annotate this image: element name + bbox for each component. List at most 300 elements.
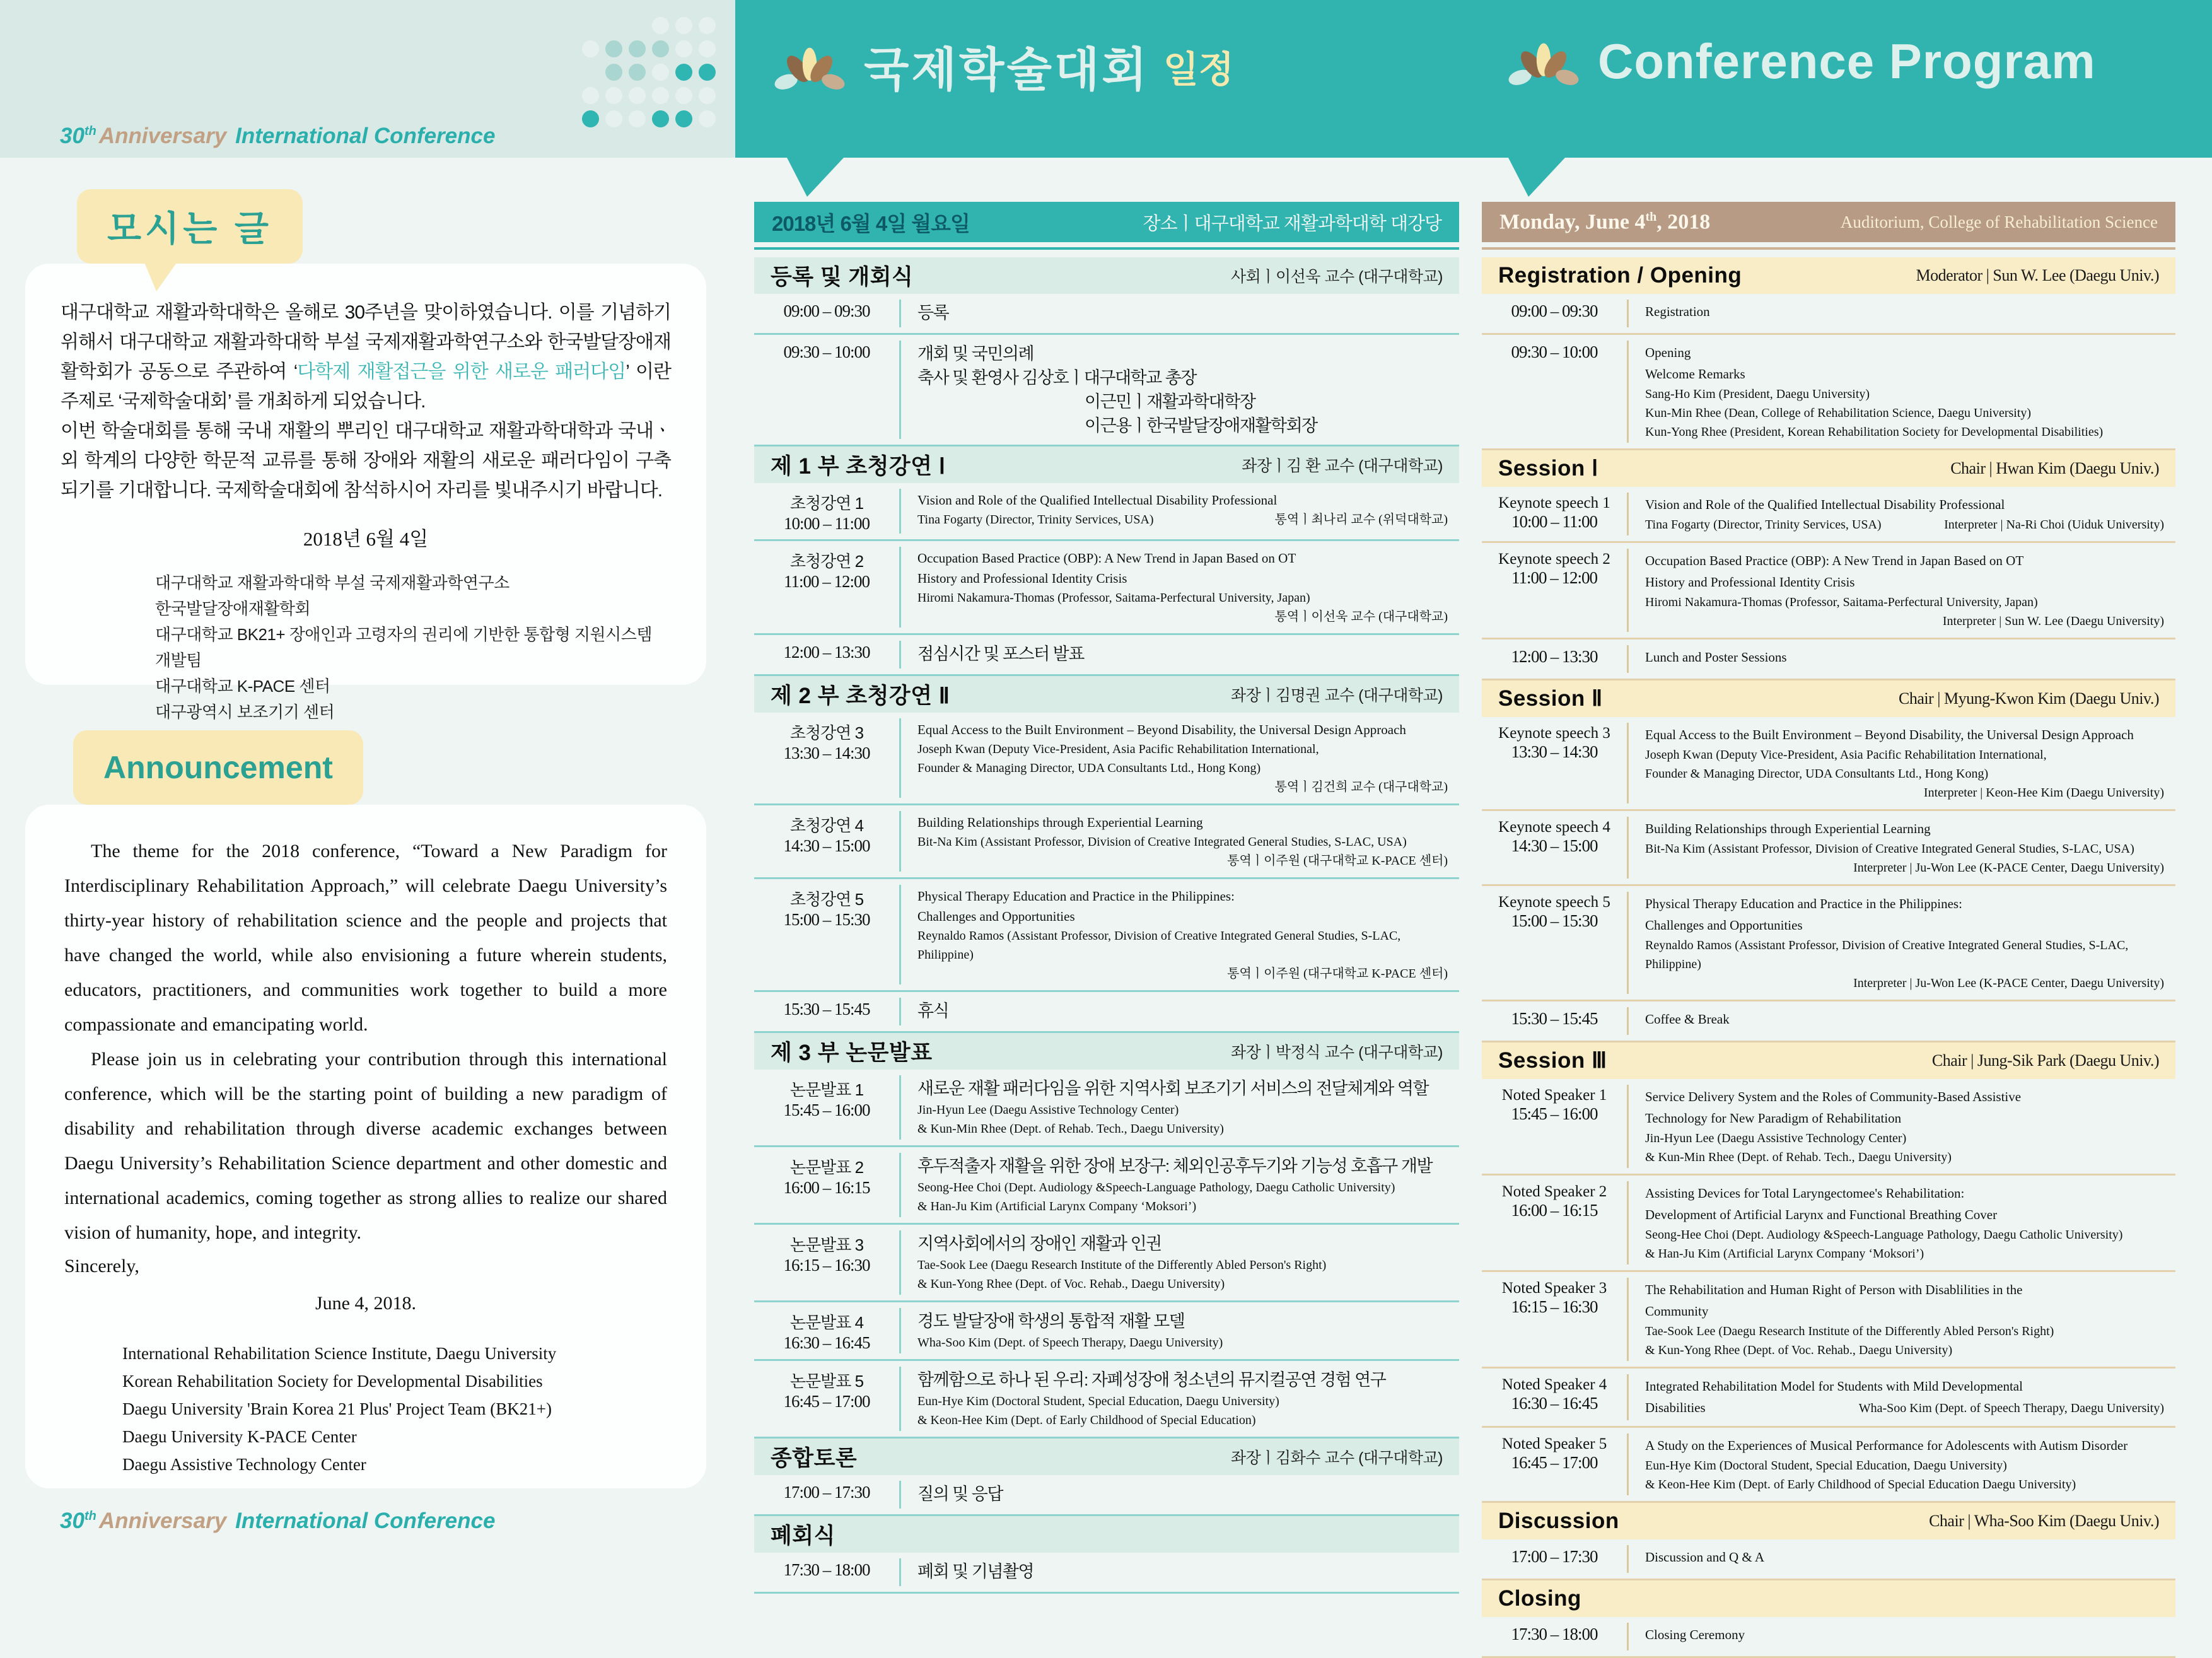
tagline-sup: th xyxy=(84,124,96,139)
time-cell xyxy=(754,885,899,984)
slot-line: Disabilities Wha-Soo Kim (Dept. of Speech Therapy, Daegu University) xyxy=(1645,1397,2164,1419)
slot-label: Keynote speech 4 xyxy=(1498,819,1610,836)
time-cell xyxy=(754,341,899,439)
slot-line: Physical Therapy Education and Practice in the Philippines: xyxy=(917,889,1235,904)
organization-item: Daegu University K-PACE Center xyxy=(122,1427,357,1446)
slot-line: Welcome Remarks xyxy=(1645,366,1745,382)
time-cell xyxy=(1482,1181,1627,1264)
slot-time: 15:00 – 15:30 xyxy=(1511,911,1598,930)
time-cell xyxy=(754,1153,899,1217)
slot-time: 13:30 – 14:30 xyxy=(1511,742,1598,761)
tagline-30: 30 xyxy=(60,124,84,148)
time-cell xyxy=(1482,1623,1627,1650)
slot-line: A Study on the Experiences of Musical Performance for Adolescents with Autism Disorder xyxy=(1645,1438,2128,1453)
organization-item: 대구대학교 K-PACE 센터 xyxy=(155,677,330,696)
announcement-sincerely: Sincerely, xyxy=(64,1256,139,1276)
slot-content xyxy=(899,1481,1459,1509)
slot-line: 축사 및 환영사 김상호ㅣ대구대학교 총장 xyxy=(917,368,1196,387)
tagline-rest: International Conference xyxy=(235,124,496,148)
section-band xyxy=(1482,257,2175,294)
section-title: 제 2 부 초청강연 Ⅱ xyxy=(771,684,950,708)
paragraph: 대구대학교 재활과학대학은 올해로 30주년을 맞이하였습니다. 이를 기념하기 위해서 대구대학교 재활과학대학 부설 국제재활과학연구소와 한국발달장애재활학회가 공동으로 주관하여 ‘다학제 재활접근을 위한 새로운 패러다임’ 이란 주제로 ‘국제학술대회’ 를 개최하게 되었습니다. xyxy=(61,302,671,412)
en-date-band xyxy=(1482,202,2175,242)
slot-time: 16:00 – 16:15 xyxy=(1511,1201,1598,1220)
slot-line: 개회 및 국민의례 xyxy=(917,344,1034,363)
schedule-row xyxy=(1482,1369,2175,1428)
section-title: 등록 및 개회식 xyxy=(771,265,914,289)
section-chair: 사회ㅣ이선욱 교수 (대구대학교) xyxy=(1231,268,1443,286)
slot-content xyxy=(1627,1278,2175,1361)
greeting-date: 2018년 6월 4일 xyxy=(303,528,429,550)
slot-line: 새로운 재활 패러다임을 위한 지역사회 보조기기 서비스의 전달체계와 역할 xyxy=(917,1079,1429,1098)
section-title: Session Ⅰ xyxy=(1498,456,1598,481)
section-title: Session Ⅱ xyxy=(1498,686,1603,711)
interpreter-note: Wha-Soo Kim (Dept. of Speech Therapy, Daegu University) xyxy=(1858,1401,2164,1415)
slot-time: 09:00 – 09:30 xyxy=(783,301,870,320)
section-chair: Chair | Wha-Soo Kim (Daegu Univ.) xyxy=(1929,1512,2159,1530)
slot-line: Community xyxy=(1645,1304,1709,1319)
slot-time: 09:30 – 10:00 xyxy=(783,342,870,361)
time-cell xyxy=(1482,1433,1627,1495)
slot-line: Seong-Hee Choi (Dept. Audiology &Speech-Language Pathology, Daegu Catholic University) xyxy=(917,1181,1395,1194)
organization-item: 한국발달장애재활학회 xyxy=(155,599,311,618)
slot-line: Founder & Managing Director, UDA Consultants Ltd., Hong Kong) xyxy=(917,761,1261,775)
section-title: Discussion xyxy=(1498,1509,1619,1533)
schedule-row xyxy=(1482,543,2175,639)
section-chair: 좌장ㅣ김 환 교수 (대구대학교) xyxy=(1242,457,1443,475)
slot-line: Occupation Based Practice (OBP): A New Trend in Japan Based on OT xyxy=(1645,553,2024,568)
slot-line: Closing Ceremony xyxy=(1645,1627,1745,1642)
organization-item: Daegu University 'Brain Korea 21 Plus' Project Team (BK21+) xyxy=(122,1399,552,1418)
organization-item: 대구대학교 BK21+ 장애인과 고령자의 권리에 기반한 통합형 지원시스템 개발팀 xyxy=(155,625,652,670)
time-cell xyxy=(754,1367,899,1431)
bubble-tail xyxy=(144,261,178,291)
slot-line: 통역ㅣ이주원 (대구대학교 K-PACE 센터) xyxy=(1227,967,1448,981)
kr-header-subtitle: 일정 xyxy=(1163,49,1234,90)
divider-line xyxy=(1482,242,2175,250)
slot-content xyxy=(1627,1181,2175,1264)
section-band xyxy=(754,1033,1459,1070)
slot-line: & Han-Ju Kim (Artificial Larynx Company ‘Moksori’) xyxy=(917,1200,1197,1213)
greeting-paragraphs xyxy=(61,298,671,505)
section-band xyxy=(1482,1042,2175,1079)
slot-label: Keynote speech 2 xyxy=(1498,551,1610,568)
slot-content xyxy=(899,489,1459,534)
slot-label: 초청강연 2 xyxy=(789,552,864,571)
slot-line: 통역ㅣ김건희 교수 (대구대학교) xyxy=(1274,780,1448,794)
section-band xyxy=(1482,680,2175,717)
schedule-row xyxy=(754,992,1459,1033)
slot-content xyxy=(1627,493,2175,535)
time-cell xyxy=(1482,300,1627,327)
slot-time: 15:30 – 15:45 xyxy=(1511,1009,1598,1028)
announcement-card xyxy=(25,805,706,1488)
slot-content xyxy=(899,547,1459,628)
time-cell xyxy=(1482,723,1627,803)
slot-label: 논문발표 3 xyxy=(789,1235,864,1254)
slot-line: Discussion and Q & A xyxy=(1645,1550,1764,1565)
slot-time: 09:00 – 09:30 xyxy=(1511,301,1598,320)
slot-label: 논문발표 4 xyxy=(789,1313,864,1332)
slot-line: Joseph Kwan (Deputy Vice-President, Asia Pacific Rehabilitation International, xyxy=(917,742,1319,756)
greeting-title: 모시는 글 xyxy=(107,209,272,248)
slot-line: Integrated Rehabilitation Model for Students with Mild Developmental xyxy=(1645,1379,2023,1394)
organization-item: 대구대학교 재활과학대학 부설 국제재활과학연구소 xyxy=(155,573,509,592)
slot-time: 09:30 – 10:00 xyxy=(1511,342,1598,361)
schedule-row xyxy=(1482,294,2175,335)
announcement-organizations xyxy=(64,1340,667,1478)
slot-line: Coffee & Break xyxy=(1645,1012,1730,1027)
slot-line: The Rehabilitation and Human Right of Person with Disablilities in the xyxy=(1645,1282,2023,1297)
time-cell xyxy=(1482,817,1627,879)
slot-time: 11:00 – 12:00 xyxy=(783,572,870,591)
kr-date: 2018년 6월 4일 월요일 xyxy=(772,211,970,235)
time-cell xyxy=(1482,1085,1627,1168)
schedule-row xyxy=(754,1147,1459,1225)
section-band xyxy=(1482,1503,2175,1539)
slot-content xyxy=(1627,1374,2175,1420)
slot-content xyxy=(1627,549,2175,632)
slot-time: 17:00 – 17:30 xyxy=(783,1483,870,1502)
slot-line: 통역ㅣ이주원 (대구대학교 K-PACE 센터) xyxy=(1227,854,1448,868)
slot-label: 논문발표 5 xyxy=(789,1372,864,1391)
time-cell xyxy=(1482,341,1627,443)
kr-date-band xyxy=(754,202,1459,242)
slot-line: Eun-Hye Kim (Doctoral Student, Special Education, Daegu University) xyxy=(917,1394,1279,1408)
kr-schedule-table xyxy=(754,257,1459,1594)
dots-pattern xyxy=(579,14,719,131)
tagline-anniversary: Anniversary xyxy=(98,124,227,148)
section-title: 제 1 부 초청강연 Ⅰ xyxy=(771,454,946,479)
slot-line: Jin-Hyun Lee (Daegu Assistive Technology Center) xyxy=(917,1103,1179,1117)
time-cell xyxy=(1482,549,1627,632)
slot-line: Occupation Based Practice (OBP): A New Trend in Japan Based on OT xyxy=(917,551,1296,566)
slot-line: Kun-Min Rhee (Dean, College of Rehabilitation Science, Daegu University) xyxy=(1645,406,2032,420)
leaf-icon xyxy=(774,38,845,95)
time-cell xyxy=(1482,1278,1627,1361)
schedule-column-kr xyxy=(754,202,1459,1594)
schedule-row xyxy=(754,805,1459,879)
announcement-date: June 4, 2018. xyxy=(315,1293,416,1314)
slot-line: Kun-Yong Rhee (President, Korean Rehabilitation Society for Developmental Disabilities) xyxy=(1645,425,2104,439)
slot-line: Interpreter | Sun W. Lee (Daegu University) xyxy=(1942,614,2164,628)
slot-line: Opening xyxy=(1645,345,1691,360)
schedule-row xyxy=(1482,1428,2175,1503)
schedule-row xyxy=(754,713,1459,805)
time-cell xyxy=(754,811,899,872)
slot-line: Lunch and Poster Sessions xyxy=(1645,650,1787,665)
time-cell xyxy=(1482,892,1627,994)
slot-line: 지역사회에서의 장애인 재활과 인권 xyxy=(917,1234,1161,1253)
schedule-row xyxy=(754,1553,1459,1594)
slot-line: Equal Access to the Built Environment – Beyond Disability, the Universal Design Approach xyxy=(917,722,1406,737)
slot-content xyxy=(899,1230,1459,1295)
slot-time: 13:30 – 14:30 xyxy=(783,744,870,762)
slot-content xyxy=(1627,1433,2175,1495)
slot-line: Tina Fogarty (Director, Trinity Services, USA) 통역ㅣ최나리 교수 (위덕대학교) xyxy=(917,510,1448,529)
schedule-row xyxy=(754,1475,1459,1516)
slot-line: Building Relationships through Experiential Learning xyxy=(917,815,1203,830)
slot-line: Registration xyxy=(1645,304,1710,319)
slot-time: 15:00 – 15:30 xyxy=(783,910,870,929)
announcement-title: Announcement xyxy=(103,750,333,785)
kr-schedule-header xyxy=(774,33,1234,100)
en-schedule-table xyxy=(1482,257,2175,1658)
schedule-row xyxy=(754,483,1459,541)
section-chair: Chair | Jung-Sik Park (Daegu Univ.) xyxy=(1931,1051,2159,1070)
slot-content xyxy=(899,1308,1459,1353)
slot-line: Technology for New Paradigm of Rehabilitation xyxy=(1645,1111,1902,1126)
section-chair: Chair | Myung-Kwon Kim (Daegu Univ.) xyxy=(1898,689,2159,708)
time-cell xyxy=(754,547,899,628)
time-cell xyxy=(754,489,899,534)
slot-line: Joseph Kwan (Deputy Vice-President, Asia Pacific Rehabilitation International, xyxy=(1645,748,2047,762)
schedule-row xyxy=(754,1302,1459,1361)
slot-line: Building Relationships through Experiential Learning xyxy=(1645,821,1931,836)
slot-line: Physical Therapy Education and Practice in the Philippines: xyxy=(1645,896,1962,911)
interpreter-note: 통역ㅣ최나리 교수 (위덕대학교) xyxy=(1274,513,1448,527)
slot-line: Founder & Managing Director, UDA Consultants Ltd., Hong Kong) xyxy=(1645,767,1989,781)
kr-header-title: 국제학술대회 xyxy=(864,44,1150,96)
slot-content xyxy=(1627,817,2175,879)
slot-label: 초청강연 4 xyxy=(789,816,864,835)
slot-time: 17:00 – 17:30 xyxy=(1511,1547,1598,1566)
slot-label: 초청강연 3 xyxy=(789,723,864,742)
slot-line: & Kun-Yong Rhee (Dept. of Voc. Rehab., Daegu University) xyxy=(1645,1343,1953,1357)
divider-line xyxy=(754,242,1459,250)
schedule-row xyxy=(1482,1539,2175,1580)
slot-line: Vision and Role of the Qualified Intellectual Disability Professional xyxy=(917,493,1278,508)
schedule-row xyxy=(1482,811,2175,886)
slot-content xyxy=(1627,1085,2175,1168)
slot-line: 폐회 및 기념촬영 xyxy=(917,1562,1034,1581)
schedule-row xyxy=(1482,717,2175,811)
band-pointer-kr xyxy=(787,158,844,197)
time-cell xyxy=(754,1230,899,1295)
slot-line: 점심시간 및 포스터 발표 xyxy=(917,645,1084,663)
section-band xyxy=(754,1439,1459,1475)
slot-line: Jin-Hyun Lee (Daegu Assistive Technology Center) xyxy=(1645,1131,1907,1145)
schedule-row xyxy=(1482,1272,2175,1369)
slot-line: Tina Fogarty (Director, Trinity Services, USA) Interpreter | Na-Ri Choi (Uiduk University) xyxy=(1645,515,2164,534)
schedule-row xyxy=(1482,886,2175,1001)
schedule-row xyxy=(754,1070,1459,1147)
greeting-card xyxy=(25,264,706,721)
slot-line: & Kun-Yong Rhee (Dept. of Voc. Rehab., Daegu University) xyxy=(917,1277,1225,1291)
slot-time: 15:45 – 16:00 xyxy=(783,1100,870,1119)
slot-line: Sang-Ho Kim (President, Daegu University) xyxy=(1645,387,1870,401)
schedule-row xyxy=(754,879,1459,992)
slot-line: Challenges and Opportunities xyxy=(917,909,1075,924)
slot-time: 14:30 – 15:00 xyxy=(1511,836,1598,855)
slot-line: Eun-Hye Kim (Doctoral Student, Special Education, Daegu University) xyxy=(1645,1459,2007,1473)
section-band xyxy=(754,676,1459,713)
slot-content xyxy=(899,641,1459,668)
slot-time: 16:00 – 16:15 xyxy=(783,1178,870,1197)
time-cell xyxy=(1482,1007,1627,1035)
schedule-row xyxy=(1482,335,2175,450)
slot-line: Equal Access to the Built Environment – Beyond Disability, the Universal Design Approach xyxy=(1645,727,2134,742)
section-title: Registration / Opening xyxy=(1498,263,1742,288)
slot-line: & Keon-Hee Kim (Dept. of Early Childhood of Special Education Daegu University) xyxy=(1645,1478,2076,1492)
organization-item: International Rehabilitation Science Institute, Daegu University xyxy=(122,1344,557,1363)
slot-label: Noted Speaker 1 xyxy=(1501,1087,1607,1104)
slot-line: 함께함으로 하나 된 우리: 자폐성장애 청소년의 뮤지컬공연 경험 연구 xyxy=(917,1370,1386,1389)
schedule-column-en xyxy=(1482,202,2175,1658)
kr-venue: 장소ㅣ대구대학교 재활과학대학 대강당 xyxy=(1143,213,1441,234)
slot-line: 통역ㅣ이선욱 교수 (대구대학교) xyxy=(1274,610,1448,624)
announcement-title-bubble xyxy=(73,730,363,805)
slot-time: 16:15 – 16:30 xyxy=(783,1256,870,1275)
slot-label: Keynote speech 1 xyxy=(1498,494,1610,511)
slot-line: 이근민ㅣ재활과학대학장 xyxy=(1085,392,1255,411)
slot-content xyxy=(899,1367,1459,1431)
slot-label: Keynote speech 5 xyxy=(1498,894,1610,911)
slot-content xyxy=(899,811,1459,872)
schedule-row xyxy=(754,335,1459,447)
time-cell xyxy=(1482,493,1627,535)
slot-time: 17:30 – 18:00 xyxy=(783,1560,870,1579)
section-title: 제 3 부 논문발표 xyxy=(771,1041,933,1065)
section-band xyxy=(754,447,1459,483)
interpreter-note: Interpreter | Na-Ri Choi (Uiduk University) xyxy=(1944,518,2164,532)
greeting-title-bubble xyxy=(77,189,303,264)
slot-line: Interpreter | Ju-Won Lee (K-PACE Center, Daegu University) xyxy=(1853,861,2164,875)
schedule-row xyxy=(1482,1001,2175,1042)
time-cell xyxy=(754,1075,899,1140)
paragraph: Please join us in celebrating your contribution through this international conference, which will be the starting point of building a new paradigm of disability and rehabilitation through diverse academic exchanges between Daegu University’s Rehabilitation Science department and other domestic and international academics, coming together as strong allies to realize our shared vision of humanity, hope, and integrity. xyxy=(64,1049,667,1243)
slot-line: & Kun-Min Rhee (Dept. of Rehab. Tech., Daegu University) xyxy=(917,1122,1224,1136)
slot-content xyxy=(1627,892,2175,994)
slot-line: Development of Artificial Larynx and Functional Breathing Cover xyxy=(1645,1207,1998,1222)
slot-line: 경도 발달장애 학생의 통합적 재활 모델 xyxy=(917,1312,1185,1331)
slot-content xyxy=(1627,1623,2175,1650)
greeting-organizations xyxy=(61,570,671,725)
slot-time: 15:45 – 16:00 xyxy=(1511,1104,1598,1123)
slot-label: 논문발표 2 xyxy=(789,1158,864,1177)
slot-time: 11:00 – 12:00 xyxy=(1511,568,1597,587)
schedule-row xyxy=(1482,1079,2175,1176)
slot-line: & Han-Ju Kim (Artificial Larynx Company ‘Moksori’) xyxy=(1645,1247,1924,1261)
section-band xyxy=(754,1516,1459,1553)
organization-item: Daegu Assistive Technology Center xyxy=(122,1455,366,1474)
band-pointer-en xyxy=(1508,158,1565,197)
schedule-row xyxy=(754,635,1459,676)
slot-line: Bit-Na Kim (Assistant Professor, Division of Creative Integrated General Studies, S-LAC, USA) xyxy=(1645,842,2134,856)
section-chair: 좌장ㅣ김명권 교수 (대구대학교) xyxy=(1231,687,1443,704)
slot-line: Assisting Devices for Total Laryngectomee's Rehabilitation: xyxy=(1645,1186,1965,1201)
slot-line: 후두적출자 재활을 위한 장애 보장구: 체외인공후두기와 기능성 호흡구 개발 xyxy=(917,1157,1433,1176)
slot-line: History and Professional Identity Crisis xyxy=(917,571,1127,586)
time-cell xyxy=(1482,1545,1627,1573)
slot-label: 초청강연 1 xyxy=(789,494,864,513)
time-cell xyxy=(754,1308,899,1353)
leaf-icon xyxy=(1508,33,1579,90)
section-title: Session Ⅲ xyxy=(1498,1048,1607,1073)
slot-time: 16:15 – 16:30 xyxy=(1511,1297,1598,1316)
slot-content xyxy=(899,998,1459,1025)
slot-line: Vision and Role of the Qualified Intellectual Disability Professional xyxy=(1645,497,2005,512)
schedule-row xyxy=(1482,639,2175,680)
time-cell xyxy=(1482,1374,1627,1420)
slot-line: 질의 및 응답 xyxy=(917,1485,1003,1503)
schedule-row xyxy=(1482,1617,2175,1658)
en-date: Monday, June 4th, 2018 xyxy=(1499,209,1711,234)
slot-line: Hiromi Nakamura-Thomas (Professor, Saitama-Perfectural University, Japan) xyxy=(1645,595,2038,609)
schedule-row xyxy=(754,294,1459,335)
en-venue: Auditorium, College of Rehabilitation Science xyxy=(1840,212,2158,231)
slot-content xyxy=(1627,300,2175,327)
slot-label: 논문발표 1 xyxy=(789,1080,864,1099)
slot-time: 10:00 – 11:00 xyxy=(1511,512,1597,531)
section-chair: 좌장ㅣ박정식 교수 (대구대학교) xyxy=(1231,1044,1443,1061)
slot-time: 15:30 – 15:45 xyxy=(783,1000,870,1019)
organization-item: Korean Rehabilitation Society for Developmental Disabilities xyxy=(122,1372,543,1391)
slot-time: 16:45 – 17:00 xyxy=(783,1392,870,1411)
slot-label: Noted Speaker 3 xyxy=(1501,1280,1607,1297)
anniversary-tagline-footer: 30th Anniversary International Conference xyxy=(60,1509,496,1533)
schedule-row xyxy=(754,541,1459,635)
slot-line: Hiromi Nakamura-Thomas (Professor, Saitama-Perfectural University, Japan) xyxy=(917,591,1310,605)
slot-label: Noted Speaker 2 xyxy=(1501,1183,1607,1200)
schedule-row xyxy=(754,1361,1459,1439)
time-cell xyxy=(754,998,899,1025)
slot-label: Noted Speaker 5 xyxy=(1501,1435,1607,1452)
slot-line: Seong-Hee Choi (Dept. Audiology &Speech-Language Pathology, Daegu Catholic University) xyxy=(1645,1228,2123,1242)
slot-content xyxy=(1627,1007,2175,1035)
anniversary-tagline xyxy=(60,124,495,149)
announcement-paragraphs xyxy=(64,834,667,1250)
slot-time: 12:00 – 13:30 xyxy=(1511,647,1598,666)
slot-line: Reynaldo Ramos (Assistant Professor, Division of Creative Integrated General Studies, S-LAC, Philippine) xyxy=(1645,938,2129,971)
time-cell xyxy=(754,1558,899,1586)
paragraph: 이번 학술대회를 통해 국내 재활의 뿌리인 대구대학교 재활과학대학과 국내ㆍ외 학계의 다양한 학문적 교류를 통해 장애와 재활의 새로운 패러다임이 구축되기를 기대합니다. 국제학술대회에 참석하시어 자리를 빛내주시기 바랍니다. xyxy=(61,421,671,501)
schedule-row xyxy=(1482,1176,2175,1272)
slot-content xyxy=(1627,1545,2175,1573)
section-band xyxy=(1482,450,2175,487)
schedule-row xyxy=(754,1225,1459,1302)
section-title: 종합토론 xyxy=(771,1446,858,1471)
time-cell xyxy=(754,300,899,327)
section-title: Closing xyxy=(1498,1586,1581,1611)
slot-line: Tae-Sook Lee (Daegu Research Institute of the Differently Abled Person's Right) xyxy=(917,1258,1327,1272)
section-band xyxy=(754,257,1459,294)
slot-line: Bit-Na Kim (Assistant Professor, Division of Creative Integrated General Studies, S-LAC, USA) xyxy=(917,835,1407,849)
organization-item: 대구광역시 보조기기 센터 xyxy=(155,703,335,721)
slot-content xyxy=(899,341,1459,439)
slot-line: & Kun-Min Rhee (Dept. of Rehab. Tech., Daegu University) xyxy=(1645,1150,1952,1164)
slot-line: History and Professional Identity Crisis xyxy=(1645,575,1855,590)
slot-line: Tae-Sook Lee (Daegu Research Institute of the Differently Abled Person's Right) xyxy=(1645,1324,2054,1338)
slot-content xyxy=(1627,645,2175,673)
slot-time: 12:00 – 13:30 xyxy=(783,643,870,662)
section-title: 폐회식 xyxy=(771,1524,835,1548)
section-chair: 좌장ㅣ김화수 교수 (대구대학교) xyxy=(1231,1449,1443,1467)
slot-time: 16:45 – 17:00 xyxy=(1511,1453,1598,1472)
slot-line: Wha-Soo Kim (Dept. of Speech Therapy, Daegu University) xyxy=(917,1336,1223,1350)
slot-line: Reynaldo Ramos (Assistant Professor, Division of Creative Integrated General Studies, S-LAC, Philippine) xyxy=(917,929,1401,962)
slot-line: Service Delivery System and the Roles of Community-Based Assistive xyxy=(1645,1089,2022,1104)
time-cell xyxy=(754,1481,899,1509)
section-band xyxy=(1482,1580,2175,1617)
slot-content xyxy=(899,1153,1459,1217)
en-schedule-header xyxy=(1508,33,2096,90)
slot-time: 17:30 – 18:00 xyxy=(1511,1625,1598,1643)
header-left-panel xyxy=(0,0,735,158)
slot-content xyxy=(899,1558,1459,1586)
slot-content xyxy=(899,1075,1459,1140)
slot-label: 초청강연 5 xyxy=(789,890,864,909)
